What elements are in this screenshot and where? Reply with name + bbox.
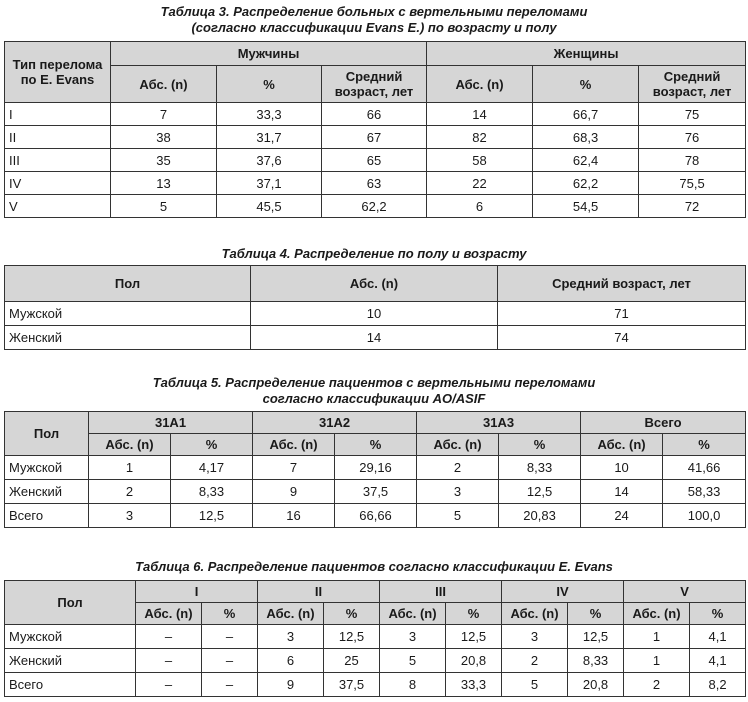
- table-cell: 10: [251, 302, 498, 326]
- table3-header-pct: %: [533, 66, 639, 103]
- table-cell: –: [202, 649, 258, 673]
- table-cell: –: [136, 673, 202, 697]
- table6-header-abs: Абс. (n): [258, 603, 324, 625]
- table-cell: 20,83: [499, 504, 581, 528]
- table-cell: 20,8: [568, 673, 624, 697]
- table6-caption-line: Таблица 6. Распределение пациентов согласно классификации E. Evans: [135, 559, 613, 574]
- table5-header-pct: %: [171, 434, 253, 456]
- table-cell: V: [5, 195, 111, 218]
- table-cell: 14: [581, 480, 663, 504]
- table5-header-abs: Абс. (n): [89, 434, 171, 456]
- table5-header-pct: %: [663, 434, 746, 456]
- table-cell: 12,5: [324, 625, 380, 649]
- table-cell: 75: [639, 103, 746, 126]
- table-cell: 37,5: [335, 480, 417, 504]
- table5-header-row1: [5, 412, 746, 434]
- table5: [4, 411, 746, 528]
- table5-header-pct: %: [499, 434, 581, 456]
- table-cell: –: [202, 625, 258, 649]
- table-cell: 6: [427, 195, 533, 218]
- table-cell: Мужской: [5, 625, 136, 649]
- table5-header-abs: Абс. (n): [417, 434, 499, 456]
- table-cell: 37,6: [217, 149, 322, 172]
- table3-caption: [0, 4, 748, 36]
- table-cell: Мужской: [5, 302, 251, 326]
- table6-header-group: I: [136, 581, 258, 603]
- table-cell: 2: [417, 456, 499, 480]
- table-cell: –: [136, 625, 202, 649]
- table-cell: 5: [111, 195, 217, 218]
- table-cell: 72: [639, 195, 746, 218]
- table-cell: 71: [498, 302, 746, 326]
- table-cell: 22: [427, 172, 533, 195]
- table-cell: 16: [253, 504, 335, 528]
- table4-header-age: Средний возраст, лет: [498, 266, 746, 302]
- table-cell: 63: [322, 172, 427, 195]
- table5-header-group: 31A1: [89, 412, 253, 434]
- table-cell: 38: [111, 126, 217, 149]
- table3-caption-line1: Таблица 3. Распределение больных с вертельными переломами: [160, 4, 588, 19]
- table-cell: 82: [427, 126, 533, 149]
- table-cell: 25: [324, 649, 380, 673]
- table-cell: 37,5: [324, 673, 380, 697]
- table-row: [5, 456, 746, 480]
- table6-header-group: III: [380, 581, 502, 603]
- table-cell: 100,0: [663, 504, 746, 528]
- table-cell: Женский: [5, 326, 251, 350]
- table6-header-row1: [5, 581, 746, 603]
- table3-header-men: Мужчины: [111, 42, 427, 66]
- table-row: [5, 172, 746, 195]
- table-cell: 5: [417, 504, 499, 528]
- table-cell: 54,5: [533, 195, 639, 218]
- table6: [4, 580, 746, 697]
- table-cell: 78: [639, 149, 746, 172]
- table-cell: 8: [380, 673, 446, 697]
- table3-header-abs: Абс. (n): [427, 66, 533, 103]
- table-cell: Всего: [5, 673, 136, 697]
- table6-header-abs: Абс. (n): [502, 603, 568, 625]
- table4-header-sex: Пол: [5, 266, 251, 302]
- table6-header-pct: %: [568, 603, 624, 625]
- table-cell: 3: [502, 625, 568, 649]
- table-cell: 8,33: [499, 456, 581, 480]
- table3-header-abs: Абс. (n): [111, 66, 217, 103]
- table4-header-abs: Абс. (n): [251, 266, 498, 302]
- table-cell: 58,33: [663, 480, 746, 504]
- table-cell: Женский: [5, 649, 136, 673]
- table-cell: 4,17: [171, 456, 253, 480]
- table4-header-row: [5, 266, 746, 302]
- table5-caption: [0, 375, 748, 407]
- table-cell: 3: [380, 625, 446, 649]
- table4-caption-line: Таблица 4. Распределение по полу и возрасту: [221, 246, 527, 261]
- table-cell: 1: [624, 649, 690, 673]
- table-cell: 2: [502, 649, 568, 673]
- table-cell: 13: [111, 172, 217, 195]
- table6-header-sex: Пол: [5, 581, 136, 625]
- table-cell: 3: [258, 625, 324, 649]
- table-cell: 3: [417, 480, 499, 504]
- table-cell: 45,5: [217, 195, 322, 218]
- table-cell: 10: [581, 456, 663, 480]
- table5-header-group: 31A3: [417, 412, 581, 434]
- table-cell: 12,5: [568, 625, 624, 649]
- table-cell: 4,1: [690, 649, 746, 673]
- table-cell: 62,4: [533, 149, 639, 172]
- table5-header-pct: %: [335, 434, 417, 456]
- table3: [4, 41, 746, 218]
- table-cell: 12,5: [499, 480, 581, 504]
- table-cell: 31,7: [217, 126, 322, 149]
- table-cell: 76: [639, 126, 746, 149]
- table-cell: 58: [427, 149, 533, 172]
- table6-header-pct: %: [202, 603, 258, 625]
- table-cell: 66: [322, 103, 427, 126]
- table5-caption-line2: согласно классификации AO/ASIF: [262, 391, 486, 406]
- table-cell: 29,16: [335, 456, 417, 480]
- table3-header-women: Женщины: [427, 42, 746, 66]
- table3-header-row2: [5, 66, 746, 103]
- table5-header-group: 31A2: [253, 412, 417, 434]
- table-cell: 4,1: [690, 625, 746, 649]
- table5-header-sex: Пол: [5, 412, 89, 456]
- table5-header-abs: Абс. (n): [253, 434, 335, 456]
- table-cell: Женский: [5, 480, 89, 504]
- table6-header-abs: Абс. (n): [380, 603, 446, 625]
- table-row: [5, 149, 746, 172]
- table-row: [5, 649, 746, 673]
- table6-header-pct: %: [446, 603, 502, 625]
- table6-header-pct: %: [324, 603, 380, 625]
- table-row: [5, 504, 746, 528]
- table-cell: 74: [498, 326, 746, 350]
- table4: [4, 265, 746, 350]
- table-cell: 66,7: [533, 103, 639, 126]
- table-cell: 6: [258, 649, 324, 673]
- table-cell: 41,66: [663, 456, 746, 480]
- table-cell: 68,3: [533, 126, 639, 149]
- table-cell: 8,33: [171, 480, 253, 504]
- table-cell: 75,5: [639, 172, 746, 195]
- table-cell: 24: [581, 504, 663, 528]
- table-row: [5, 103, 746, 126]
- table4-caption: [0, 246, 748, 262]
- table-cell: 7: [111, 103, 217, 126]
- table-cell: Всего: [5, 504, 89, 528]
- table3-header-pct: %: [217, 66, 322, 103]
- table-cell: 9: [258, 673, 324, 697]
- table-cell: 14: [251, 326, 498, 350]
- table5-header-row2: [5, 434, 746, 456]
- table-cell: IV: [5, 172, 111, 195]
- table-cell: 62,2: [533, 172, 639, 195]
- table-cell: 33,3: [446, 673, 502, 697]
- table-row: [5, 126, 746, 149]
- table-cell: 5: [502, 673, 568, 697]
- table-row: [5, 302, 746, 326]
- table6-header-group: IV: [502, 581, 624, 603]
- table-cell: 62,2: [322, 195, 427, 218]
- table-cell: 12,5: [171, 504, 253, 528]
- table3-header-age: Средний возраст, лет: [639, 66, 746, 103]
- table5-header-abs: Абс. (n): [581, 434, 663, 456]
- table6-header-group: II: [258, 581, 380, 603]
- table-row: [5, 326, 746, 350]
- table-cell: 65: [322, 149, 427, 172]
- table6-header-group: V: [624, 581, 746, 603]
- table-cell: 37,1: [217, 172, 322, 195]
- table-row: [5, 195, 746, 218]
- table-cell: 14: [427, 103, 533, 126]
- table6-header-pct: %: [690, 603, 746, 625]
- table-row: [5, 625, 746, 649]
- table-cell: 66,66: [335, 504, 417, 528]
- table-cell: 8,2: [690, 673, 746, 697]
- table-row: [5, 480, 746, 504]
- table-cell: I: [5, 103, 111, 126]
- table-cell: 2: [624, 673, 690, 697]
- table-cell: 1: [89, 456, 171, 480]
- table-cell: 20,8: [446, 649, 502, 673]
- table-row: [5, 673, 746, 697]
- table-cell: 5: [380, 649, 446, 673]
- table-cell: 7: [253, 456, 335, 480]
- table-cell: 9: [253, 480, 335, 504]
- table3-header-age: Средний возраст, лет: [322, 66, 427, 103]
- table3-caption-line2: (согласно классификации Evans E.) по возрасту и полу: [191, 20, 557, 35]
- table-cell: 35: [111, 149, 217, 172]
- table3-header-type: Тип перелома по E. Evans: [5, 42, 111, 103]
- table-cell: 33,3: [217, 103, 322, 126]
- table-cell: 12,5: [446, 625, 502, 649]
- table-cell: III: [5, 149, 111, 172]
- table-cell: Мужской: [5, 456, 89, 480]
- table6-header-abs: Абс. (n): [136, 603, 202, 625]
- table6-caption: [0, 559, 748, 575]
- table-cell: II: [5, 126, 111, 149]
- table5-header-group: Всего: [581, 412, 746, 434]
- table-cell: –: [202, 673, 258, 697]
- table5-caption-line1: Таблица 5. Распределение пациентов с вертельными переломами: [152, 375, 596, 390]
- table-cell: 3: [89, 504, 171, 528]
- table-cell: 1: [624, 625, 690, 649]
- table-cell: 2: [89, 480, 171, 504]
- table6-header-abs: Абс. (n): [624, 603, 690, 625]
- table-cell: 8,33: [568, 649, 624, 673]
- table3-header-row1: [5, 42, 746, 66]
- table-cell: –: [136, 649, 202, 673]
- table-cell: 67: [322, 126, 427, 149]
